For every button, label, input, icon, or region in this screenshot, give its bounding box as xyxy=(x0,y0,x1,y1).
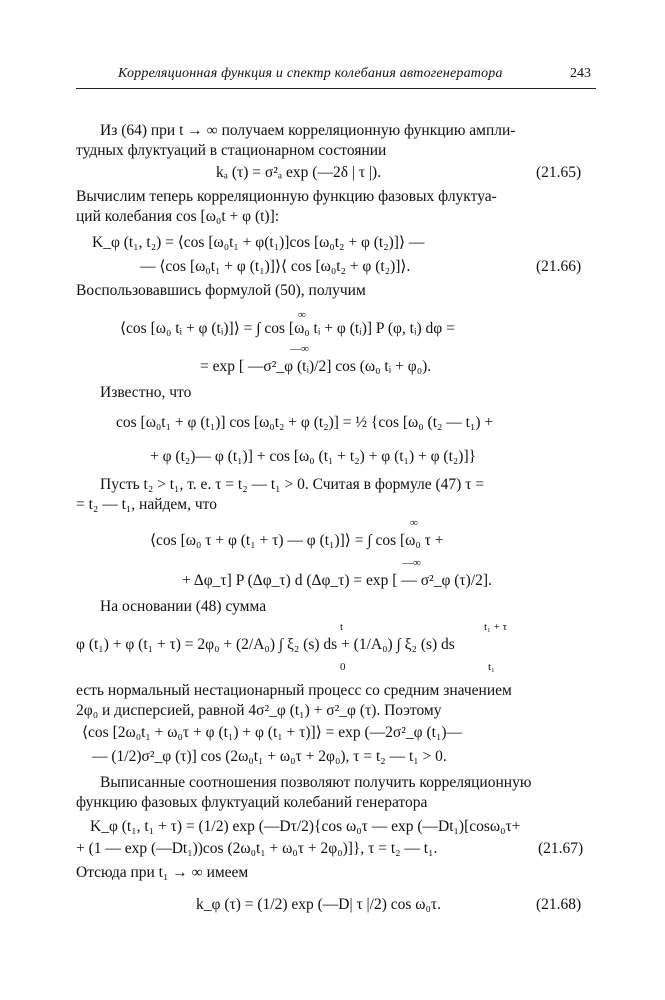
paragraph-line: 2φ₀ и дисперсией, равной 4σ²_φ (t₁) + σ²_φ (τ). Поэтому xyxy=(76,702,442,719)
paragraph-line: Вычислим теперь корреляционную функцию фазовых флуктуа- xyxy=(76,188,497,205)
equation-number: (21.67) xyxy=(538,840,584,857)
equation-product-line2: + φ (t₂)— φ (t₁)] + cos [ω₀ (t₁ + t₂) + φ (t₁) + φ (t₂)]} xyxy=(150,448,477,465)
integral-upper-limit: t₁ + τ xyxy=(484,621,508,633)
paragraph-line: Известно, что xyxy=(100,384,192,401)
integral-lower-limit: t₁ xyxy=(488,661,495,673)
paragraph-line: Из (64) при t → ∞ получаем корреляционную функцию ампли- xyxy=(100,122,516,139)
paragraph-line: ций колебания cos [ω₀t + φ (t)]: xyxy=(76,208,280,225)
integral-upper-limit: ∞ xyxy=(410,517,418,529)
equation-average-line2: = exp [ —σ²_φ (tᵢ)/2] cos (ω₀ tᵢ + φ₀). xyxy=(200,358,432,375)
running-header: Корреляционная функция и спектр колебания автогенератора xyxy=(118,66,503,81)
paragraph-line: функцию фазовых флуктуаций колебаний генератора xyxy=(76,794,428,811)
integral-lower-limit: —∞ xyxy=(402,557,421,569)
integral-upper-limit: ∞ xyxy=(298,309,306,321)
header-rule xyxy=(76,88,596,89)
equation-cos2-line2: — (1/2)σ²_φ (τ)] cos (2ω₀t₁ + ω₀τ + 2φ₀), τ = t₂ — t₁ > 0. xyxy=(92,748,447,765)
paragraph-line: Выписанные соотношения позволяют получить корреляционную xyxy=(100,774,532,791)
equation-number: (21.68) xyxy=(536,896,582,913)
equation-number: (21.66) xyxy=(536,258,582,275)
paragraph-line: Отсюда при t₁ → ∞ имеем xyxy=(76,864,249,881)
integral-upper-limit: t xyxy=(340,621,344,633)
equation-21-65: kₐ (τ) = σ²ₐ exp (—2δ | τ |). xyxy=(216,164,382,181)
equation-difference-line2: + Δφ_τ] P (Δφ_τ) d (Δφ_τ) = exp [ — σ²_φ (τ)/2]. xyxy=(182,572,492,589)
equation-sum: φ (t₁) + φ (t₁ + τ) = 2φ₀ + (2/A₀) ∫ ξ₂ (s) ds + (1/A₀) ∫ ξ₂ (s) ds xyxy=(76,636,455,653)
equation-difference-line1: ⟨cos [ω₀ τ + φ (t₁ + τ) — φ (t₁)]⟩ = ∫ cos [ω₀ τ + xyxy=(150,532,444,549)
paragraph-line: тудных флуктуаций в стационарном состоянии xyxy=(76,142,387,159)
page-number: 243 xyxy=(570,66,591,81)
paragraph-line: Воспользовавшись формулой (50), получим xyxy=(76,282,366,299)
equation-21-66-line1: K_φ (t₁, t₂) = ⟨cos [ω₀t₁ + φ(t₁)]cos [ω₀t₂ + φ (t₂)]⟩ — xyxy=(92,234,425,251)
paragraph-line: есть нормальный нестационарный процесс со средним значением xyxy=(76,682,512,699)
integral-lower-limit: —∞ xyxy=(290,343,309,355)
integral-lower-limit: 0 xyxy=(340,661,346,673)
paragraph-line: Пусть t₂ > t₁, т. е. τ = t₂ — t₁ > 0. Считая в формуле (47) τ = xyxy=(100,476,485,493)
paragraph-line: На основании (48) сумма xyxy=(100,598,267,615)
equation-cos2-line1: ⟨cos [2ω₀t₁ + ω₀τ + φ (t₁) + φ (t₁ + τ)]⟩ = exp (—2σ²_φ (t₁)— xyxy=(82,724,463,741)
equation-21-67-line2: + (1 — exp (—Dt₁))cos (2ω₀t₁ + ω₀τ + 2φ₀)]}, τ = t₂ — t₁. xyxy=(76,840,438,857)
equation-21-66-line2: — ⟨cos [ω₀t₁ + φ (t₁)]⟩⟨ cos [ω₀t₂ + φ (t₂)]⟩. xyxy=(140,258,411,275)
paragraph-line: = t₂ — t₁, найдем, что xyxy=(76,496,217,513)
equation-number: (21.65) xyxy=(536,164,582,181)
equation-21-67-line1: K_φ (t₁, t₁ + τ) = (1/2) exp (—Dτ/2){cos ω₀τ — exp (—Dt₁)[cosω₀τ+ xyxy=(90,818,521,835)
equation-average-line1: ⟨cos [ω₀ tᵢ + φ (tᵢ)]⟩ = ∫ cos [ω₀ tᵢ + φ (tᵢ)] P (φ, tᵢ) dφ = xyxy=(120,320,455,337)
equation-21-68: k_φ (τ) = (1/2) exp (—D| τ |/2) cos ω₀τ. xyxy=(196,896,442,913)
equation-product-line1: cos [ω₀t₁ + φ (t₁)] cos [ω₀t₂ + φ (t₂)] = ½ {cos [ω₀ (t₂ — t₁) + xyxy=(116,414,494,431)
